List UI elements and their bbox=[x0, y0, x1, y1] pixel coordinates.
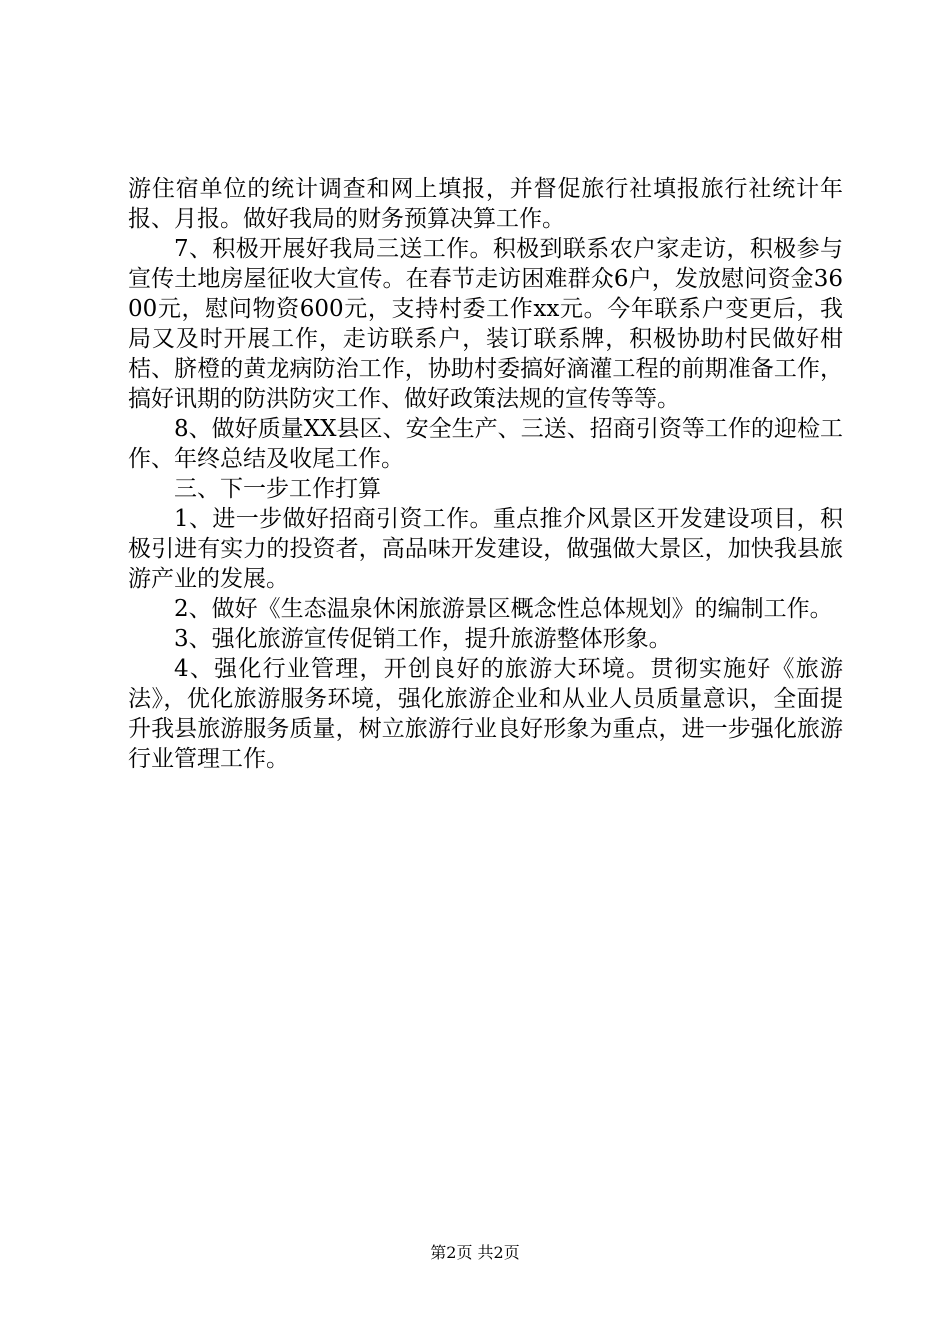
paragraph-plan-1: 1、进一步做好招商引资工作。重点推介风景区开发建设项目，积极引进有实力的投资者，高品味开发建设，做强做大景区，加快我县旅游产业的发展。 bbox=[128, 506, 843, 592]
document-body bbox=[128, 174, 843, 774]
paragraph-continuation: 游住宿单位的统计调查和网上填报，并督促旅行社填报旅行社统计年报、月报。做好我局的财务预算决算工作。 bbox=[128, 176, 843, 232]
paragraph-plan-3: 3、强化旅游宣传促销工作，提升旅游整体形象。 bbox=[174, 626, 672, 652]
paragraph-item-8: 8、做好质量XX县区、安全生产、三送、招商引资等工作的迎检工作、年终总结及收尾工作。 bbox=[128, 416, 843, 472]
paragraph-plan-4: 4、强化行业管理，开创良好的旅游大环境。贯彻实施好《旅游法》，优化旅游服务环境，强化旅游企业和从业人员质量意识，全面提升我县旅游服务质量，树立旅游行业良好形象为重点，进一步强化旅游行业管理工作。 bbox=[128, 656, 843, 772]
paragraph-item-7: 7、积极开展好我局三送工作。积极到联系农户家走访，积极参与宣传土地房屋征收大宣传。在春节走访困难群众6户，发放慰问资金3600元，慰问物资600元，支持村委工作xx元。今年联系户变更后，我局又及时开展工作，走访联系户，装订联系牌，积极协助村民做好柑桔、脐橙的黄龙病防治工作，协助村委搞好滴灌工程的前期准备工作，搞好讯期的防洪防灾工作、做好政策法规的宣传等等。 bbox=[128, 236, 843, 412]
page-footer: 第2页 共2页 bbox=[430, 1243, 520, 1262]
section-heading-next-steps: 三、下一步工作打算 bbox=[174, 476, 381, 502]
paragraph-plan-2: 2、做好《生态温泉休闲旅游景区概念性总体规划》的编制工作。 bbox=[174, 596, 833, 622]
